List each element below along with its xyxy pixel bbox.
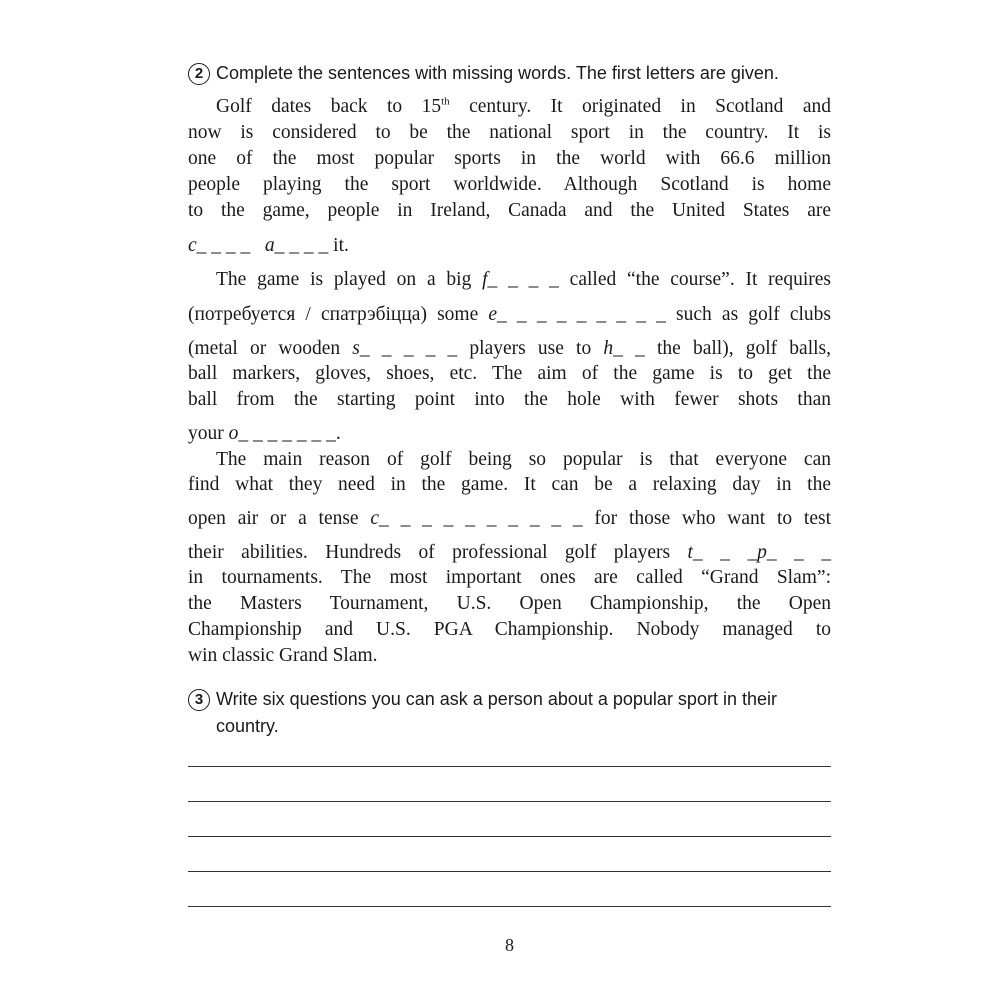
text-span: open air or a tense	[188, 508, 371, 529]
text-span: your	[188, 423, 229, 444]
page-number: 8	[505, 935, 514, 955]
worksheet-page	[188, 0, 831, 1000]
task-3-text-line-2: country.	[216, 716, 279, 736]
text-line-16	[188, 540, 831, 566]
task-2-number: 2	[188, 63, 210, 85]
text-line-19: Championship and U.S. PGA Championship. Nobody managed to	[188, 619, 831, 640]
text-span: called “the course”. It requires	[558, 269, 831, 290]
task-3-instruction	[188, 686, 831, 740]
text-line-8	[188, 302, 831, 328]
task-3-number: 3	[188, 689, 210, 711]
text-line-15	[188, 506, 831, 532]
text-line-5: to the game, people in Ireland, Canada and the United States are	[188, 200, 831, 221]
blank-h[interactable]: h_ _	[603, 338, 645, 359]
text-span: such as golf clubs	[665, 304, 831, 325]
answer-line[interactable]	[188, 766, 831, 767]
answer-line[interactable]	[188, 836, 831, 837]
blank-s[interactable]: s_ _ _ _ _	[352, 338, 458, 359]
task-2-text: Complete the sentences with missing words. The first letters are given.	[216, 63, 779, 83]
text-line-4: people playing the sport worldwide. Although Scotland is home	[188, 174, 831, 195]
blank-e[interactable]: e_ _ _ _ _ _ _ _ _	[488, 304, 666, 325]
text-line-14: find what they need in the game. It can be a relaxing day in the	[188, 474, 831, 495]
superscript: th	[441, 95, 450, 108]
text-line-7	[188, 267, 831, 293]
task-3-text-line-1: Write six questions you can ask a person about a popular sport in their	[216, 689, 777, 709]
answer-line[interactable]	[188, 801, 831, 802]
text-line-2: now is considered to be the national sport in the country. It is	[188, 122, 831, 143]
answer-line[interactable]	[188, 871, 831, 872]
text-span: the ball), golf balls,	[644, 338, 832, 359]
text-line-20: win classic Grand Slam.	[188, 645, 378, 666]
text-line-13: The main reason of golf being so popular is that everyone can	[216, 449, 831, 470]
text-span: for those who want to test	[582, 508, 832, 529]
text-span: it.	[328, 235, 349, 256]
text-line-9	[188, 336, 831, 362]
text-line-18: the Masters Tournament, U.S. Open Championship, the Open	[188, 593, 831, 614]
blank-c[interactable]: c_ _ _ _	[188, 235, 251, 256]
blank-p[interactable]: p_ _ _	[757, 542, 831, 563]
text-line-11: ball from the starting point into the hole with fewer shots than	[188, 389, 831, 410]
text-span: century. It originated in Scotland and	[449, 96, 831, 117]
text-span: players use to	[457, 338, 604, 359]
text-span: their abilities. Hundreds of professional golf players	[188, 542, 688, 563]
blank-o[interactable]: o_ _ _ _ _ _ _	[228, 423, 336, 444]
text-span: (потребуется / спатрэбіцца) some	[188, 304, 489, 325]
blank-a[interactable]: a_ _ _ _	[264, 235, 329, 256]
text-line-3: one of the most popular sports in the world with 66.6 million	[188, 148, 831, 169]
text-span: The game is played on a big	[216, 269, 483, 290]
blank-f[interactable]: f_ _ _ _	[482, 269, 559, 290]
blank-c2[interactable]: c_ _ _ _ _ _ _ _ _ _	[370, 508, 583, 529]
text-line-12	[188, 421, 831, 447]
text-line-6	[188, 233, 831, 259]
task-2-instruction	[188, 60, 831, 87]
text-line-1	[188, 94, 831, 120]
blank-t[interactable]: t_ _ _	[687, 542, 758, 563]
text-line-10: ball markers, gloves, shoes, etc. The aim of the game is to get the	[188, 363, 831, 384]
text-span: (metal or wooden	[188, 338, 353, 359]
answer-line[interactable]	[188, 906, 831, 907]
text-line-17: in tournaments. The most important ones are called “Grand Slam”:	[188, 567, 831, 588]
text-span: Golf dates back to 15	[216, 96, 442, 117]
text-span: .	[335, 423, 341, 444]
